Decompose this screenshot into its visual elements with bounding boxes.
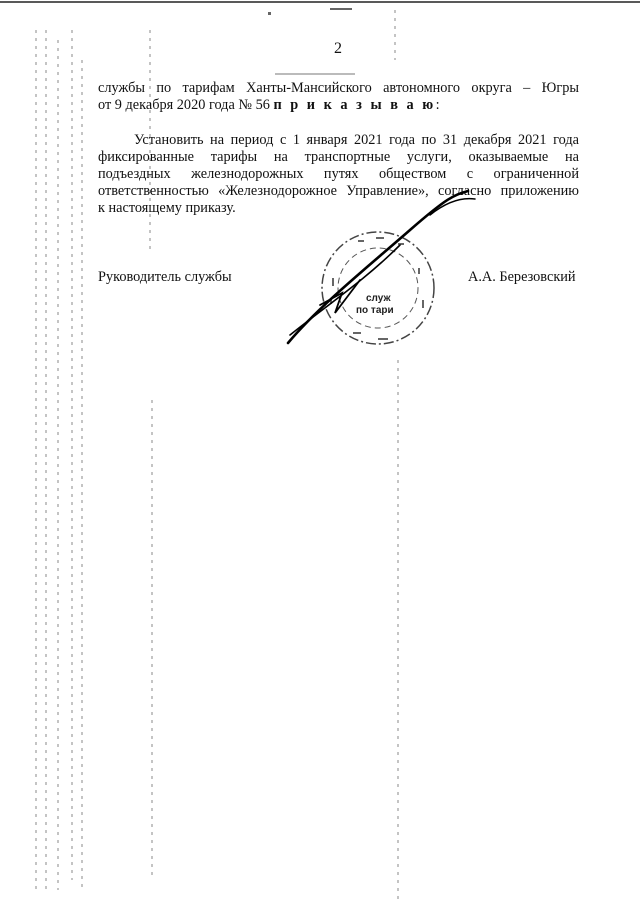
order-keyword: п р и к а з ы в а ю (273, 97, 436, 113)
paragraph-order-intro (98, 80, 579, 114)
stamp-text-line1: служ (366, 293, 391, 304)
paragraph-line (98, 97, 579, 114)
signatory-name: А.А. Березовский (468, 269, 576, 285)
paragraph-line: ответственностью «Железнодорожное Управление», согласно приложению (98, 183, 579, 199)
handwritten-signature (280, 185, 480, 350)
paragraph-line: фиксированные тарифы на транспортные услуги, оказываемые на (98, 149, 579, 165)
page-number: 2 (334, 40, 342, 57)
colon: : (435, 97, 440, 113)
paragraph-line: службы по тарифам Ханты-Мансийского автономного округа – Югры (98, 80, 579, 96)
stamp-text-line2: по тари (356, 305, 394, 316)
paragraph-line: подъездных железнодорожных путях обществом с ограниченной (98, 166, 579, 182)
paragraph-line: Установить на период с 1 января 2021 года по 31 декабря 2021 года (134, 132, 579, 148)
paragraph-line: к настоящему приказу. (98, 200, 236, 216)
order-reference: от 9 декабря 2020 года № 56 (98, 97, 274, 113)
signatory-title: Руководитель службы (98, 269, 232, 285)
